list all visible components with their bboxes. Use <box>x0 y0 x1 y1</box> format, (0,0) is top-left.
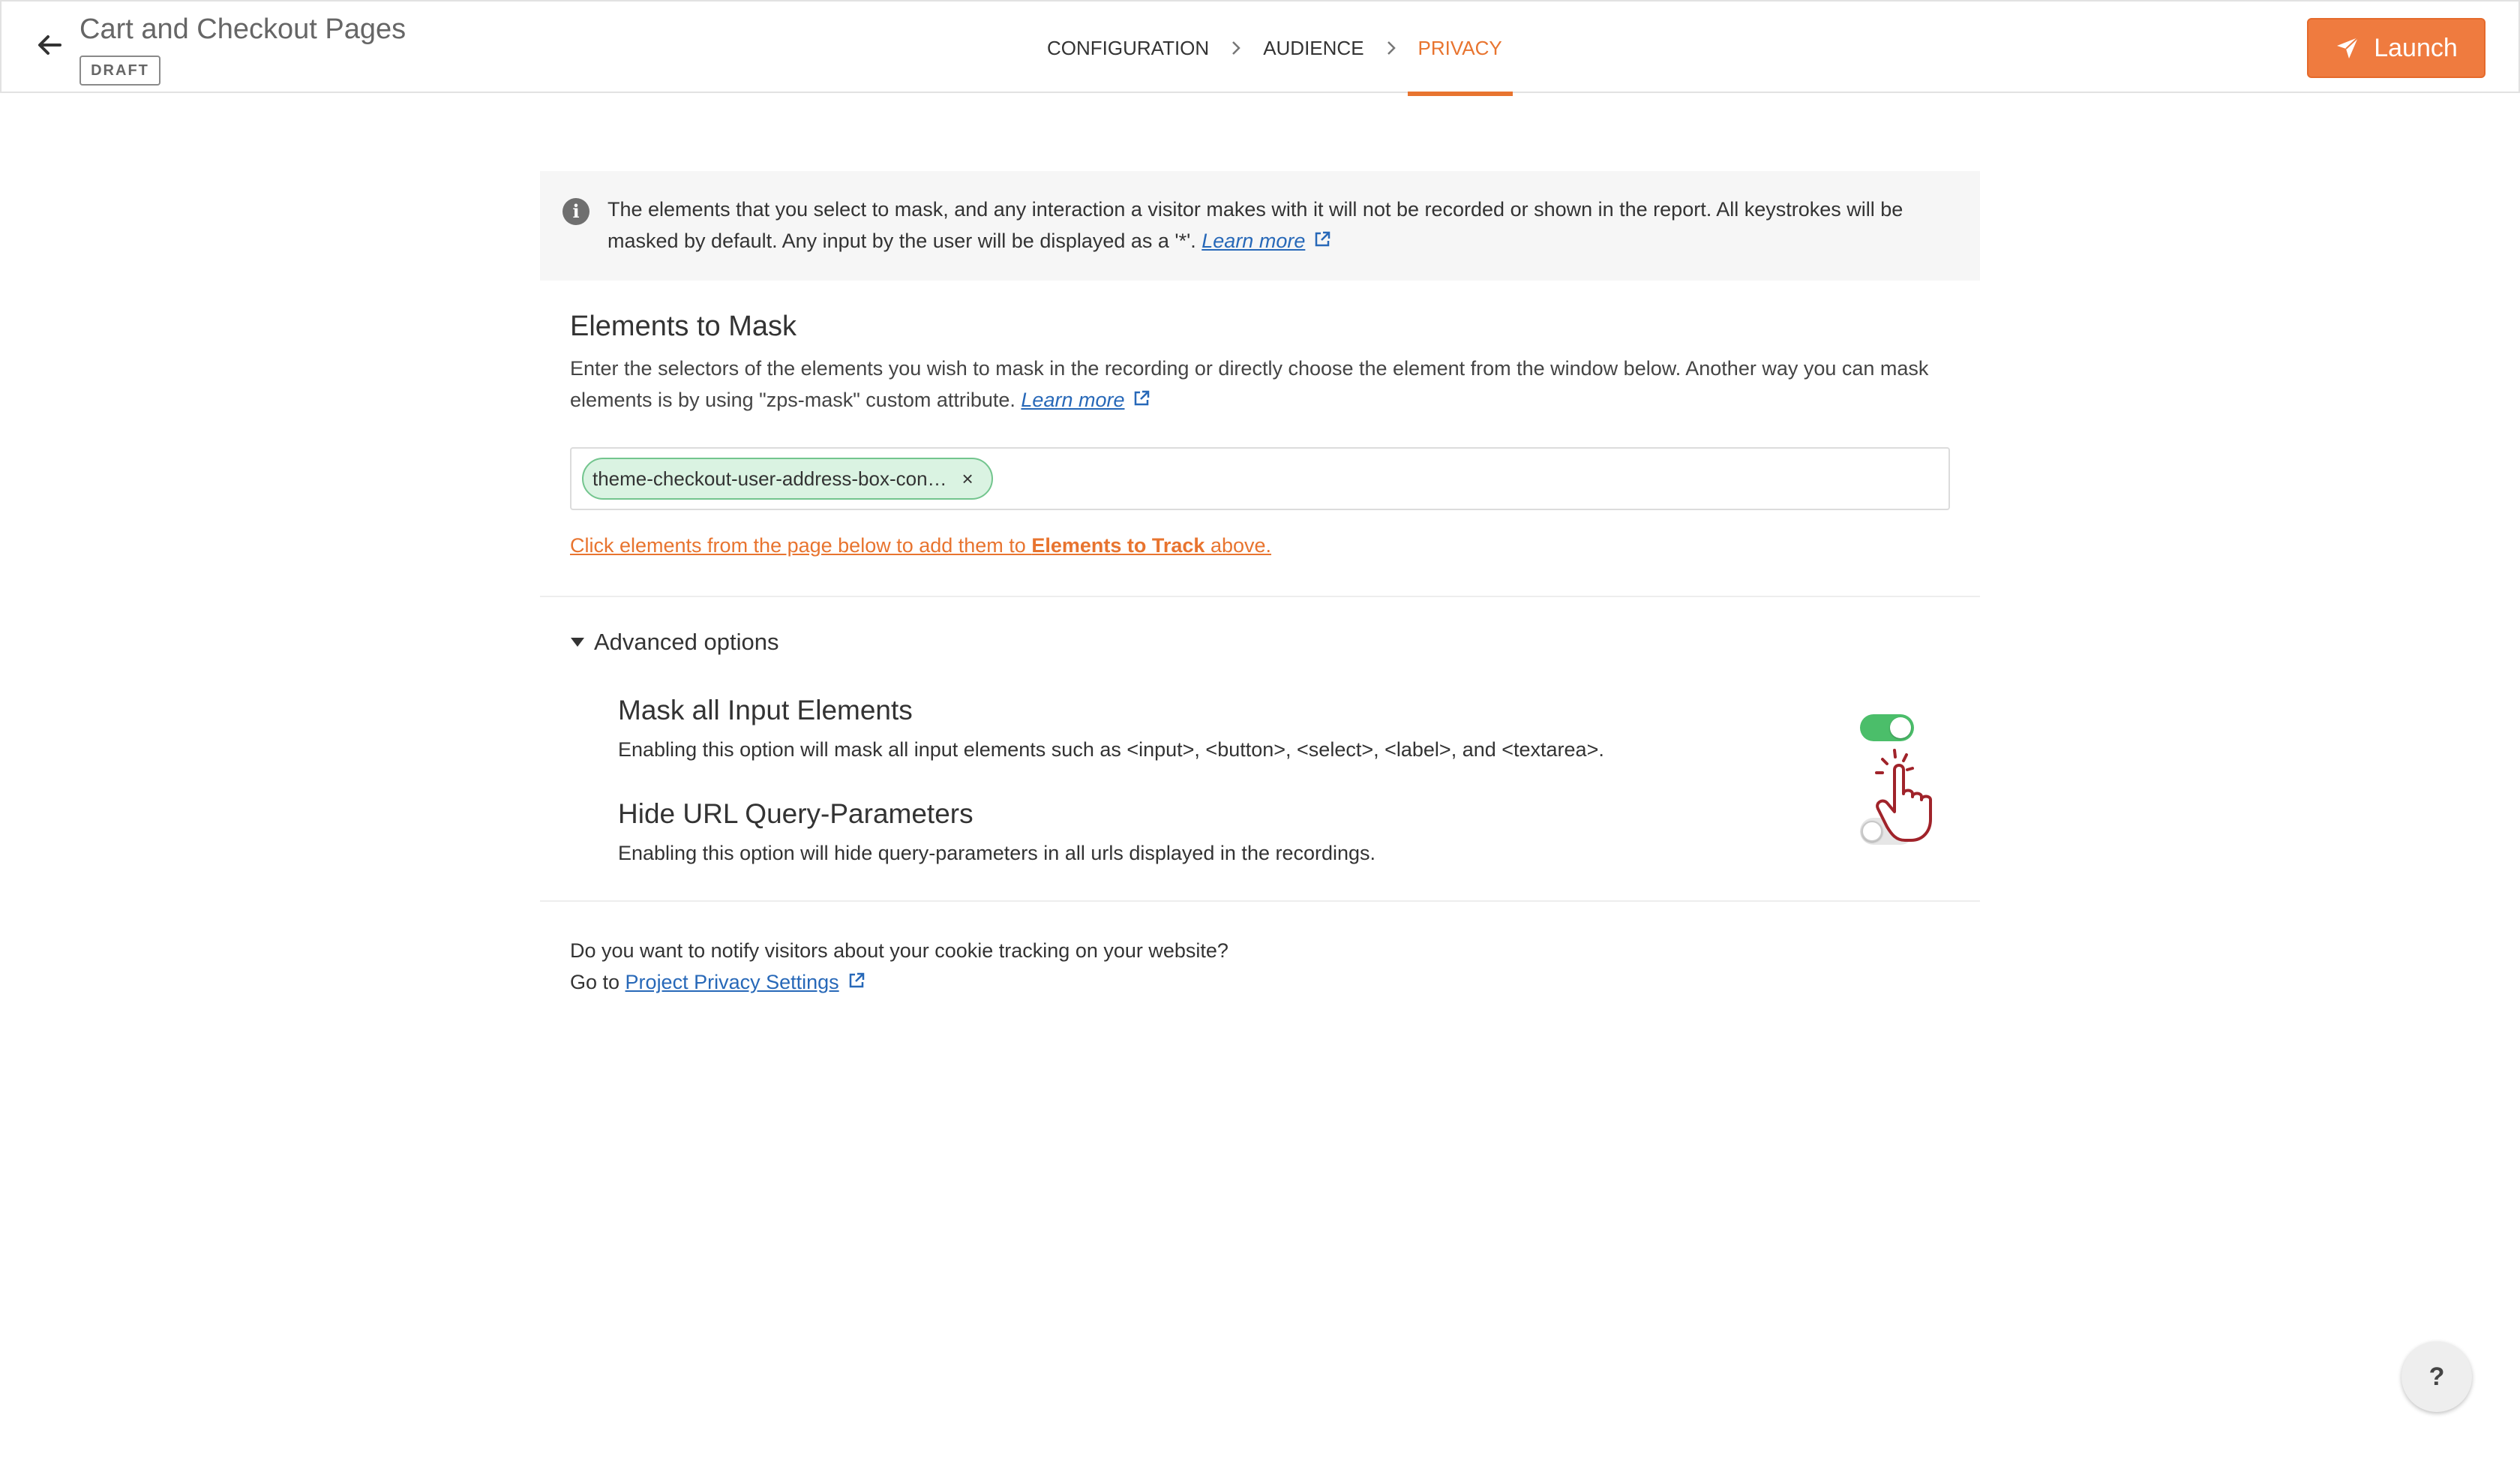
section-title: Elements to Mask <box>570 311 796 342</box>
advanced-options-toggle[interactable] <box>570 629 778 656</box>
launch-label: Launch <box>2374 33 2458 62</box>
selector-input[interactable] <box>570 447 1950 510</box>
launch-button[interactable] <box>2307 18 2486 78</box>
chip-remove-icon[interactable]: × <box>962 467 974 490</box>
advanced-options-label: Advanced options <box>594 629 779 655</box>
help-button[interactable]: ? <box>2402 1341 2472 1412</box>
option-title-mask-inputs: Mask all Input Elements <box>618 695 913 725</box>
send-icon <box>2335 35 2360 61</box>
cookie-goto <box>570 971 866 994</box>
status-badge: DRAFT <box>80 56 160 86</box>
step-audience[interactable]: AUDIENCE <box>1263 37 1364 59</box>
learn-more-link[interactable]: Learn more <box>1202 230 1306 252</box>
caret-down-icon <box>570 636 585 648</box>
option-title-hide-query: Hide URL Query-Parameters <box>618 798 974 829</box>
option-desc-hide-query: Enabling this option will hide query-parameters in all urls displayed in the recordings. <box>618 842 1376 864</box>
external-link-icon <box>1312 230 1332 249</box>
info-banner <box>540 171 1980 281</box>
step-nav <box>1036 2 1513 95</box>
back-arrow-icon[interactable] <box>33 29 66 62</box>
selector-chip <box>582 458 993 500</box>
chevron-right-icon <box>1220 39 1252 57</box>
divider <box>540 900 1980 902</box>
section-description-text: Enter the selectors of the elements you wish to mask in the recording or directly choose the element from the window below. Another way you can mask elements is by using "zps-mask" custom attribute. <box>570 357 1929 411</box>
chevron-right-icon <box>1375 39 1408 57</box>
info-text-body: The elements that you select to mask, and any interaction a visitor makes with it will not be recorded or shown in the report. All keystrokes will be masked by default. Any input by the user will be displayed as a '*'. <box>608 198 1904 252</box>
learn-more-link[interactable]: Learn more <box>1021 389 1125 411</box>
hide-query-toggle[interactable] <box>1860 818 1914 845</box>
chip-label: theme-checkout-user-address-box-con… <box>592 467 947 490</box>
section-description <box>570 353 1965 416</box>
note-prefix: Click elements from the page below to add them to <box>570 534 1032 557</box>
page-title: Cart and Checkout Pages <box>80 14 406 45</box>
step-configuration[interactable]: CONFIGURATION <box>1047 37 1210 59</box>
cookie-question: Do you want to notify visitors about your cookie tracking on your website? <box>570 939 1228 962</box>
note-bold: Elements to Track <box>1031 534 1205 557</box>
option-desc-mask-inputs: Enabling this option will mask all input elements such as <input>, <button>, <select>, <label>, and <textarea>. <box>618 738 1604 761</box>
external-link-icon <box>847 971 866 990</box>
project-privacy-settings-link[interactable]: Project Privacy Settings <box>625 971 839 993</box>
click-elements-note[interactable] <box>570 534 1271 557</box>
top-header <box>0 0 2520 93</box>
info-text <box>608 194 1958 257</box>
info-icon: i <box>562 198 590 225</box>
step-privacy[interactable]: PRIVACY <box>1408 2 1513 95</box>
toggle-knob <box>1890 717 1911 738</box>
divider <box>540 596 1980 597</box>
toggle-knob <box>1862 821 1882 842</box>
note-suffix: above. <box>1204 534 1272 557</box>
mask-inputs-toggle[interactable] <box>1860 714 1914 741</box>
cookie-goto-prefix: Go to <box>570 971 626 993</box>
external-link-icon <box>1132 389 1151 408</box>
